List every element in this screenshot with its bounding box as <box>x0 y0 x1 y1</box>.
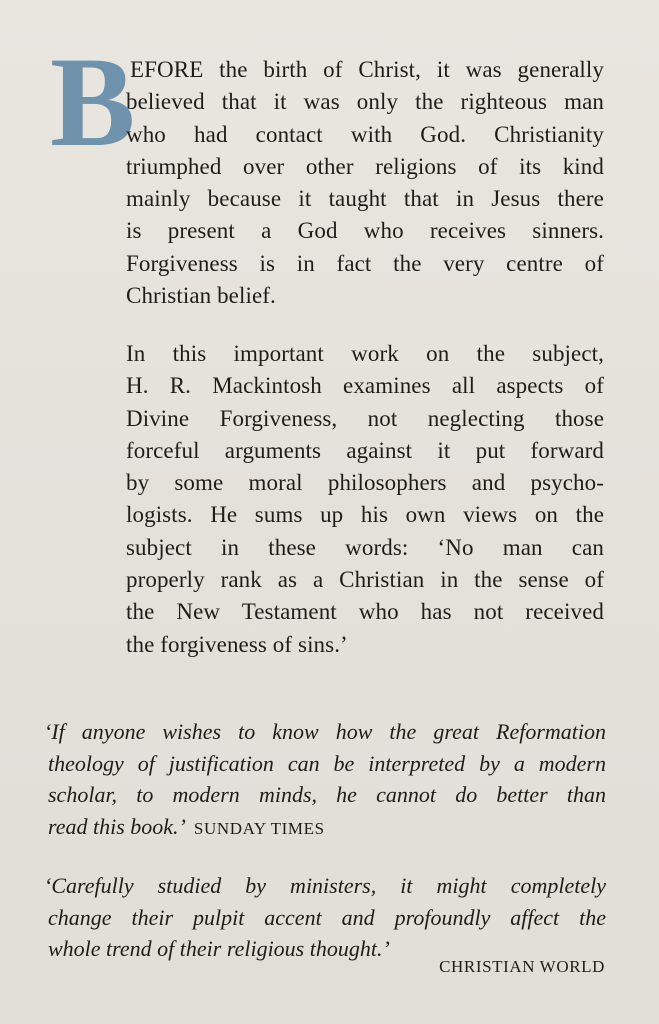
description-paragraph-2 <box>126 338 604 661</box>
drop-cap-letter: B <box>50 31 136 173</box>
quote-line: change their pulpit accent and profoundly affect the <box>48 904 606 930</box>
quote-source: CHRISTIAN WORLD <box>439 957 605 976</box>
text-line: the New Testament who has not received <box>126 599 604 625</box>
text-line: by some moral philosophers and psycho- <box>126 470 604 496</box>
description-paragraph-1 <box>126 54 604 312</box>
text-line: Forgiveness is in fact the very centre of <box>126 250 604 276</box>
quote-last-line <box>44 811 606 843</box>
text-line: H. R. Mackintosh examines all aspects of <box>126 373 604 399</box>
text-line: is present a God who receives sinners. <box>126 218 604 244</box>
text-line: EFORE the birth of Christ, it was generally <box>130 57 604 82</box>
text-line: In this important work on the subject, <box>126 341 604 366</box>
text-line: logists. He sums up his own views on the <box>126 502 604 528</box>
quote-line: theology of justification can be interpreted by a modern <box>48 750 606 776</box>
text-line: triumphed over other religions of its kind <box>126 153 604 179</box>
review-quote-2 <box>44 870 606 965</box>
review-quote-1 <box>44 716 606 842</box>
text-line: properly rank as a Christian in the sense of <box>126 567 604 593</box>
text-line: forceful arguments against it put forward <box>126 437 604 463</box>
quote-line: ‘If anyone wishes to know how the great Reformation <box>44 719 606 744</box>
quote-line: whole trend of their religious thought.’ <box>48 936 390 961</box>
text-line: mainly because it taught that in Jesus there <box>126 186 604 212</box>
text-line: Divine Forgiveness, not neglecting those <box>126 405 604 431</box>
quote-line: ‘Carefully studied by ministers, it might completely <box>44 873 606 898</box>
text-line: believed that it was only the righteous man <box>126 89 604 115</box>
quote-line: read this book.’ <box>48 813 186 839</box>
quote-line: scholar, to modern minds, he cannot do better than <box>48 782 606 807</box>
quote-source: SUNDAY TIMES <box>193 818 325 838</box>
text-line: Christian belief. <box>126 283 276 309</box>
text-line: subject in these words: ‘No man can <box>126 534 604 560</box>
text-line: the forgiveness of sins.’ <box>126 631 348 657</box>
text-line: who had contact with God. Christianity <box>126 121 604 147</box>
